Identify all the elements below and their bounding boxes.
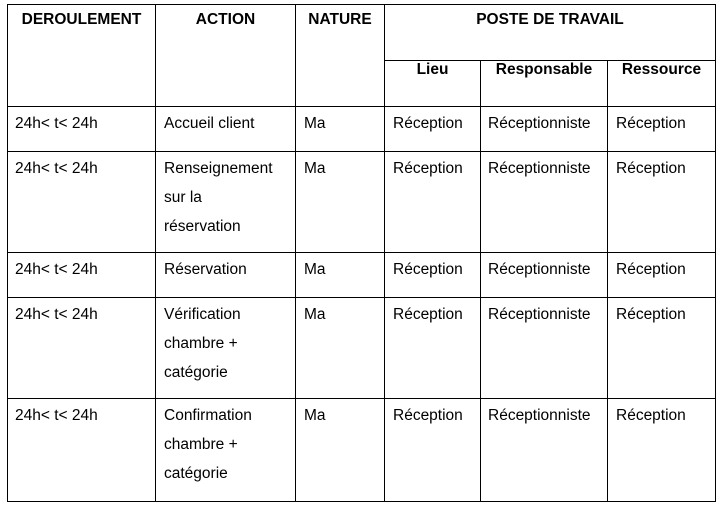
table-row (8, 298, 716, 399)
cell-deroulement: 24h< t< 24h (8, 152, 156, 253)
cell-nature: Ma (296, 399, 385, 502)
table-row (8, 107, 716, 152)
cell-action (156, 152, 296, 253)
header-ressource: Ressource (608, 61, 716, 107)
action-text: Vérification chambre + catégorie (164, 306, 241, 381)
cell-action (156, 253, 296, 298)
cell-ressource: Réception (608, 399, 716, 502)
cell-responsable: Réceptionniste (481, 298, 608, 399)
header-responsable: Responsable (481, 61, 608, 107)
cell-lieu: Réception (385, 298, 481, 399)
cell-deroulement: 24h< t< 24h (8, 399, 156, 502)
table-header (8, 5, 716, 107)
procedure-table (7, 4, 716, 502)
cell-responsable: Réceptionniste (481, 399, 608, 502)
cell-action (156, 298, 296, 399)
table-body (8, 107, 716, 502)
cell-lieu: Réception (385, 253, 481, 298)
table-row (8, 152, 716, 253)
cell-nature: Ma (296, 298, 385, 399)
action-text: Confirmation chambre + catégorie (164, 407, 252, 482)
cell-responsable: Réceptionniste (481, 107, 608, 152)
table-row (8, 253, 716, 298)
cell-ressource: Réception (608, 253, 716, 298)
cell-responsable: Réceptionniste (481, 152, 608, 253)
cell-deroulement: 24h< t< 24h (8, 298, 156, 399)
cell-nature: Ma (296, 253, 385, 298)
cell-action (156, 399, 296, 502)
cell-deroulement: 24h< t< 24h (8, 107, 156, 152)
cell-deroulement: 24h< t< 24h (8, 253, 156, 298)
action-text: Réservation (164, 261, 247, 278)
cell-lieu: Réception (385, 399, 481, 502)
cell-lieu: Réception (385, 152, 481, 253)
cell-nature: Ma (296, 107, 385, 152)
header-deroulement: DEROULEMENT (8, 5, 156, 107)
table-row (8, 399, 716, 502)
action-text: Accueil client (164, 115, 255, 132)
cell-ressource: Réception (608, 152, 716, 253)
header-poste-de-travail: POSTE DE TRAVAIL (385, 5, 716, 61)
cell-responsable: Réceptionniste (481, 253, 608, 298)
cell-action (156, 107, 296, 152)
cell-ressource: Réception (608, 107, 716, 152)
cell-ressource: Réception (608, 298, 716, 399)
header-action: ACTION (156, 5, 296, 107)
cell-lieu: Réception (385, 107, 481, 152)
header-lieu: Lieu (385, 61, 481, 107)
header-nature: NATURE (296, 5, 385, 107)
cell-nature: Ma (296, 152, 385, 253)
action-text: Renseignement sur la réservation (164, 160, 273, 235)
